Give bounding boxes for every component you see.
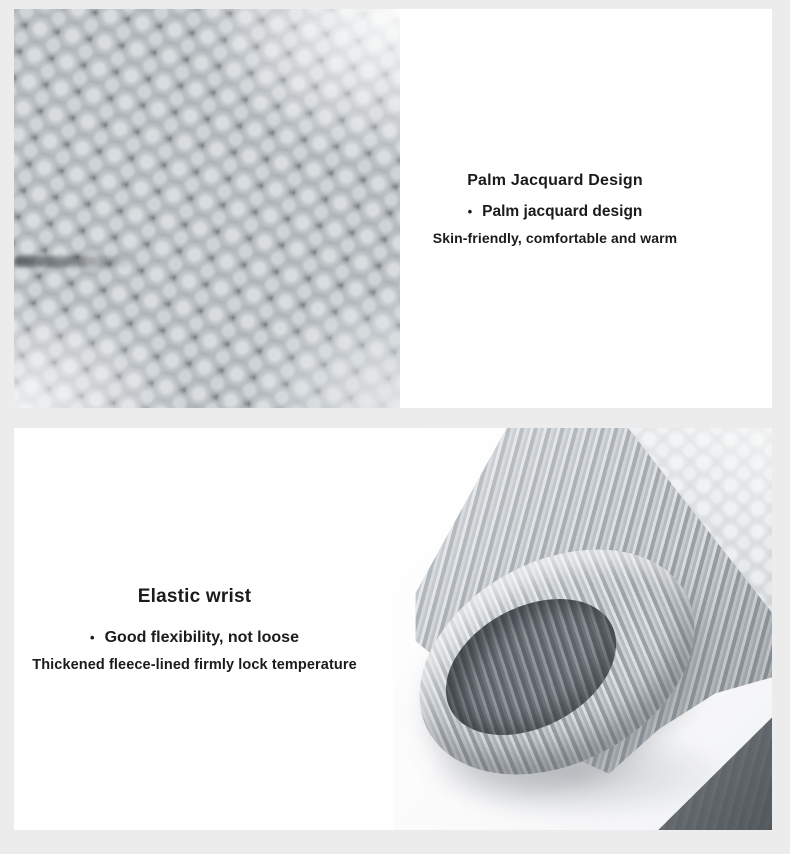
wrist-cuff-photo	[393, 428, 772, 830]
palm-text-block	[400, 9, 772, 408]
photo-highlight-bottom-right	[14, 9, 400, 408]
section-title: Elastic wrist	[137, 585, 252, 607]
feature-section-palm-jacquard	[14, 9, 772, 408]
feature-description: Skin-friendly, comfortable and warm	[432, 229, 678, 246]
feature-bullet-line	[90, 629, 299, 647]
bullet-dot-icon	[90, 631, 95, 644]
feature-description: Thickened fleece-lined firmly lock temperature	[32, 656, 357, 673]
palm-knit-photo	[14, 9, 400, 408]
feature-bullet-line	[468, 203, 643, 221]
feature-bullet-text: Good flexibility, not loose	[104, 628, 299, 646]
bullet-dot-icon	[468, 205, 473, 218]
section-title: Palm Jacquard Design	[467, 171, 643, 189]
feature-bullet-text: Palm jacquard design	[482, 202, 643, 220]
feature-section-elastic-wrist	[14, 428, 772, 830]
wrist-text-block	[14, 428, 393, 830]
